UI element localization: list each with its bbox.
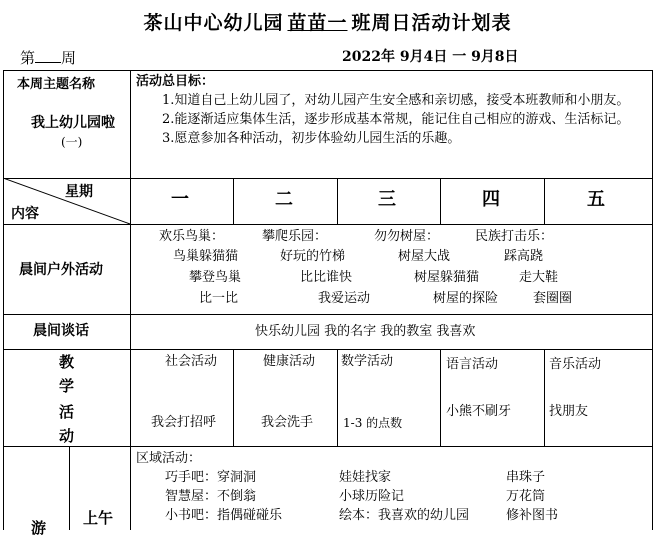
outdoor-item: 勿勿树屋： <box>374 229 440 244</box>
outdoor-item: 欢乐鸟巢： <box>159 229 225 244</box>
activity-plan-table <box>3 70 653 537</box>
outdoor-item: 踩高跷 <box>504 249 544 264</box>
outdoor-item: 好玩的竹梯 <box>280 249 346 264</box>
area-item: 小球历险记 <box>339 489 405 504</box>
activity-type: 数学活动 <box>341 354 394 369</box>
area-item: 娃娃找家 <box>339 470 392 485</box>
outdoor-item: 民族打击乐： <box>475 229 554 244</box>
week-number: 第 周 <box>20 49 77 67</box>
theme-name: 我上幼儿园啦 <box>31 115 115 131</box>
day-2: 二 <box>275 189 293 210</box>
outdoor-item: 套圈圈 <box>533 291 573 306</box>
activity-topic: 小熊不刷牙 <box>446 404 512 419</box>
outdoor-item: 走大鞋 <box>519 270 559 285</box>
goal-label: 活动总目标： <box>136 74 215 89</box>
area-label-left: 游 <box>31 519 47 537</box>
activity-topic: 1-3 的点数 <box>343 416 403 430</box>
outdoor-item: 树屋的探险 <box>433 291 499 306</box>
page-title: 茶山中心幼儿园 苗苗一 班周日活动计划表 <box>143 12 512 34</box>
activity-topic: 我会打招呼 <box>151 415 217 430</box>
area-item: 小书吧：指偶碰碰乐 <box>165 508 283 523</box>
goal-3: 3.愿意参加各种活动，初步体验幼儿园生活的乐趣。 <box>162 131 461 146</box>
activity-type: 音乐活动 <box>549 357 602 372</box>
outdoor-item: 我爱运动 <box>318 291 371 306</box>
activity-type: 健康活动 <box>263 354 316 369</box>
teaching-label: 学 <box>59 377 75 395</box>
days-header-bottom: 内容 <box>11 206 39 222</box>
teaching-label: 活 <box>59 403 75 421</box>
area-label-am: 上午 <box>83 509 114 527</box>
outdoor-item: 攀登鸟巢 <box>189 270 242 285</box>
talk-content: 快乐幼儿园 我的名字 我的教室 我喜欢 <box>255 324 476 339</box>
outdoor-item: 比比谁快 <box>300 270 353 285</box>
goal-1: 1.知道自己上幼儿园了，对幼儿园产生安全感和亲切感，接受本班教师和小朋友。 <box>162 93 630 108</box>
activity-topic: 我会洗手 <box>261 415 314 430</box>
talk-label: 晨间谈话 <box>33 323 89 339</box>
area-item: 万花筒 <box>506 489 546 504</box>
area-heading: 区域活动： <box>136 451 202 466</box>
area-item: 修补图书 <box>506 508 559 523</box>
outdoor-item: 比一比 <box>199 291 239 306</box>
area-item: 智慧屋：不倒翁 <box>165 489 257 504</box>
teaching-label: 教 <box>59 353 75 371</box>
area-item: 绘本：我喜欢的幼儿园 <box>339 508 470 523</box>
theme-header: 本周主题名称 <box>17 77 96 92</box>
outdoor-item: 树屋大战 <box>398 249 451 264</box>
theme-sub: (一) <box>61 135 83 149</box>
activity-type: 社会活动 <box>165 354 218 369</box>
day-3: 三 <box>378 189 396 210</box>
outdoor-label: 晨间户外活动 <box>19 262 103 278</box>
days-header-top: 星期 <box>65 184 93 200</box>
activity-type: 语言活动 <box>446 357 499 372</box>
activity-goals <box>136 72 646 148</box>
outdoor-item: 鸟巢躲猫猫 <box>173 249 239 264</box>
day-4: 四 <box>482 189 500 210</box>
class-name: 苗苗一 <box>287 12 348 34</box>
outdoor-item: 攀爬乐园： <box>262 229 328 244</box>
area-item: 巧手吧：穿洞洞 <box>165 470 257 485</box>
day-5: 五 <box>587 189 605 210</box>
date-range: 2022年 9月4日 一 9月8日 <box>342 49 519 65</box>
day-1: 一 <box>171 189 189 210</box>
activity-topic: 找朋友 <box>549 404 589 419</box>
teaching-label: 动 <box>59 427 75 445</box>
outdoor-item: 树屋躲猫猫 <box>414 270 480 285</box>
goal-2: 2.能逐渐适应集体生活，逐步形成基本常规，能记住自己相应的游戏、生活标记。 <box>162 112 630 127</box>
area-item: 串珠子 <box>506 470 546 485</box>
